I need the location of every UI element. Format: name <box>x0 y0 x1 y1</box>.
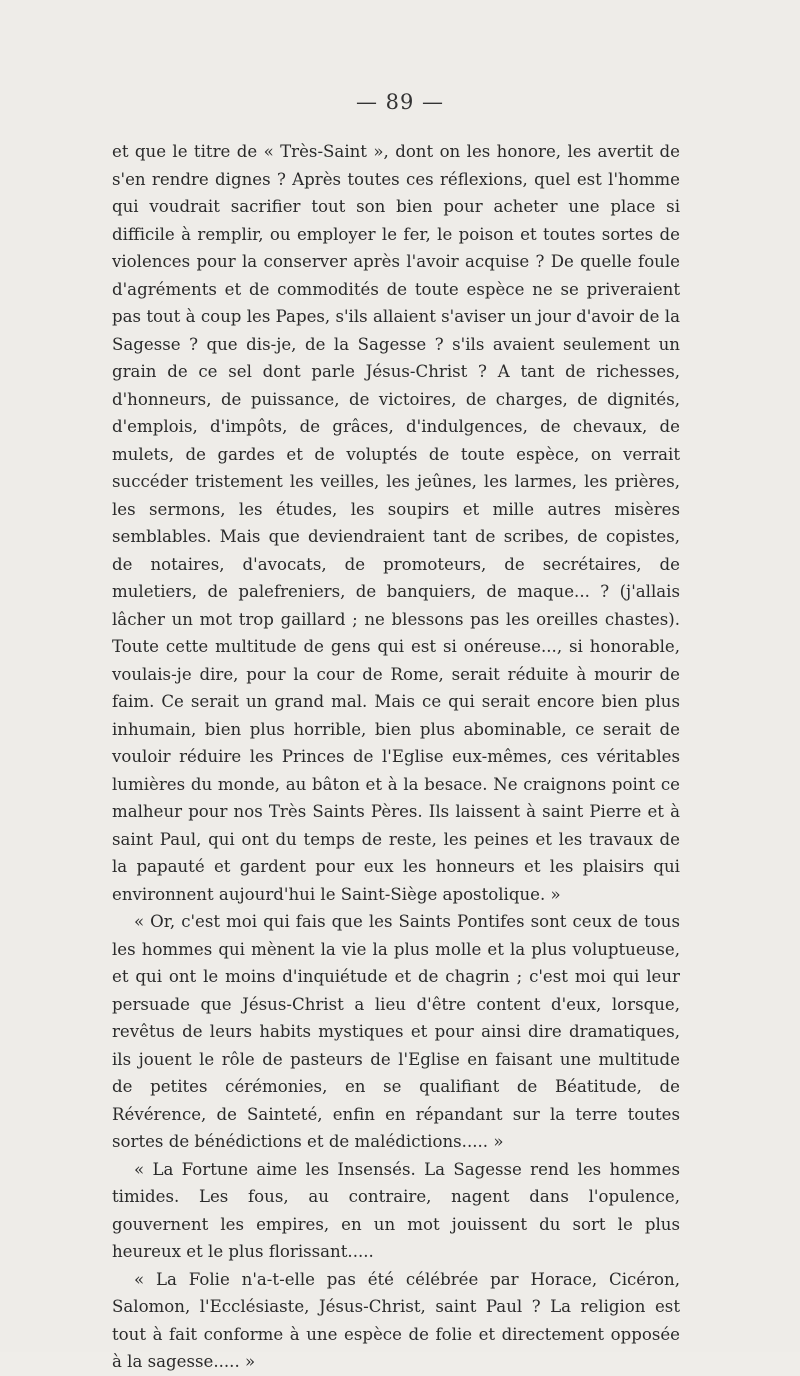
paragraph-2: « Or, c'est moi qui fais que les Saints Pontifes sont ceux de tous les hommes qui mènent la vie la plus molle et la plus voluptueuse, et qui ont le moins d'inquiétude et de chagrin ; c'est moi qui leur persuade que Jésus-Christ a lieu d'être content d'eux, lorsque, revêtus de leurs habits mystiques et pour ainsi dire dramatiques, ils jouent le rôle de pasteurs de l'Eglise en faisant une multitude de petites cérémonies, en se qualifiant de Béatitude, de Révérence, de Sainteté, enfin en répandant sur la terre toutes sortes de bénédictions et de malédictions..... » <box>112 912 680 1151</box>
body-text <box>112 138 680 1376</box>
page-number-header: — 89 — <box>355 90 445 114</box>
paragraph-3: « La Fortune aime les Insensés. La Sagesse rend les hommes timides. Les fous, au contraire, nagent dans l'opulence, gouvernent les empires, en un mot jouissent du sort le plus heureux et le plus florissant..... <box>112 1159 680 1261</box>
paragraph-1: et que le titre de « Très-Saint », dont on les honore, les avertit de s'en rendre dignes ? Après toutes ces réflexions, quel est l'homme qui voudrait sacrifier tout son bien pour acheter une place si difficile à remplir, ou employer le fer, le poison et toutes sortes de violences pour la conserver après l'avoir acquise ? De quelle foule d'agréments et de commodités de toute espèce ne se priveraient pas tout à coup les Papes, s'ils allaient s'aviser un jour d'avoir de la Sagesse ? que dis-je, de la Sagesse ? s'ils avaient seulement un grain de ce sel dont parle Jésus-Christ ? A tant de richesses, d'honneurs, de puissance, de victoires, de charges, de dignités, d'emplois, d'impôts, de grâces, d'indulgences, de chevaux, de mulets, de gardes et de voluptés de toute espèce, on verrait succéder tristement les veilles, les jeûnes, les larmes, les prières, les sermons, les études, les soupirs et mille autres misères semblables. Mais que deviendraient tant de scribes, de copistes, de notaires, d'avocats, de promoteurs, de secrétaires, de muletiers, de palefreniers, de banquiers, de maque... ? (j'allais lâcher un mot trop gaillard ; ne blessons pas les oreilles chastes). Toute cette multitude de gens qui est si onéreuse..., si honorable, voulais-je dire, pour la cour de Rome, serait réduite à mourir de faim. Ce serait un grand mal. Mais ce qui serait encore bien plus inhumain, bien plus horrible, bien plus abominable, ce serait de vouloir réduire les Princes de l'Eglise eux-mêmes, ces véritables lumières du monde, au bâton et à la besace. Ne craignons point ce malheur pour nos Très Saints Pères. Ils laissent à saint Pierre et à saint Paul, qui ont du temps de reste, les peines et les travaux de la papauté et gardent pour eux les honneurs et les plaisirs qui environnent aujourd'hui le Saint-Siège apostolique. » <box>112 142 680 904</box>
paragraph-4: « La Folie n'a-t-elle pas été célébrée par Horace, Cicéron, Salomon, l'Ecclésiaste, Jésus-Christ, saint Paul ? La religion est tout à fait conforme à une espèce de folie et directement opposée à la sagesse..... » <box>112 1269 680 1371</box>
